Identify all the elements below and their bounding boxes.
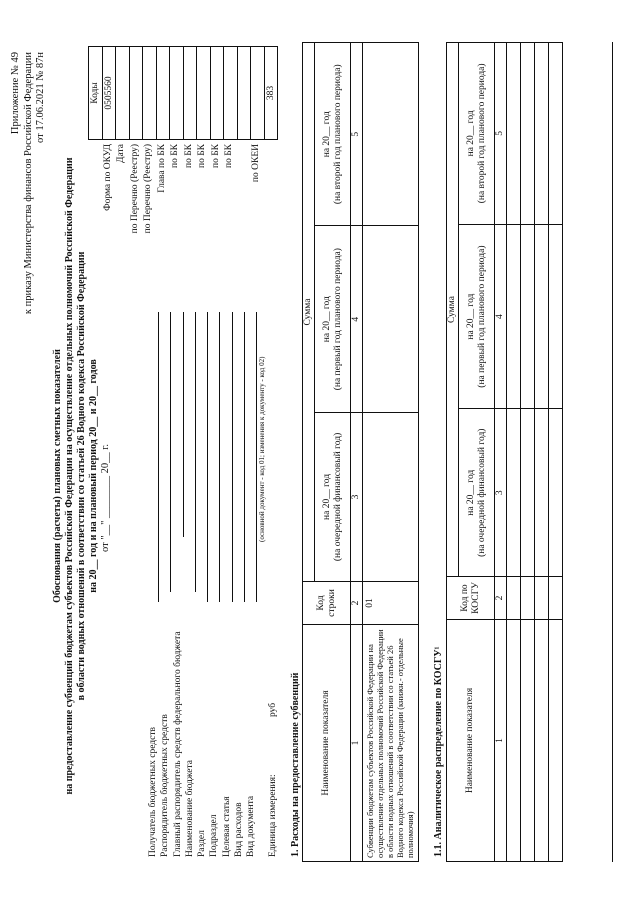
s11-empty-cell — [535, 43, 549, 225]
field-underline — [183, 312, 184, 537]
s11-col-number: 1 — [495, 620, 507, 862]
s11-empty-cell — [549, 43, 563, 225]
appendix-order: к приказу Министерства финансов Российской Федерации — [22, 52, 34, 315]
field-budget-name: Наименование бюджета — [184, 760, 195, 857]
s1-header-name: Наименование показателя — [303, 625, 351, 862]
field-manager: Распорядитель бюджетных средств — [160, 714, 171, 857]
s11-col-number: 3 — [495, 409, 507, 577]
codes-label-spacer — [237, 144, 251, 302]
codes-label: по БК — [197, 144, 207, 169]
codes-cell — [130, 47, 144, 139]
s11-col-number: 5 — [495, 43, 507, 225]
title-line-4: на 20__ год и на плановый период 20__ и 20__ годов — [88, 359, 99, 593]
s1-row-code: 01 — [363, 582, 419, 625]
codes-label: по БК — [210, 144, 221, 169]
field-underline — [232, 312, 233, 602]
s11-empty-cell — [535, 620, 549, 862]
field-underline — [207, 312, 208, 602]
title-line-1: Обоснования (расчеты) плановых сметных показателей — [52, 349, 63, 603]
codes-label: по БК — [183, 144, 194, 169]
date-line: от "__" ________ 20__ г. — [100, 443, 111, 552]
appendix-date: от 17.06.2021 № 87н — [35, 52, 46, 143]
s11-empty-cell — [507, 43, 521, 225]
appendix-block — [10, 52, 48, 314]
s11-year2-note: (на второй год планового периода) — [476, 63, 487, 204]
header-fields — [147, 631, 258, 857]
codes-table — [88, 46, 278, 140]
field-doc-type: Вид документа — [246, 795, 257, 857]
s1-header-year0 — [315, 412, 351, 581]
s11-empty-cell — [507, 409, 521, 577]
field-section: Раздел — [197, 830, 208, 857]
s1-col-number: 3 — [351, 412, 363, 581]
s11-empty-cell — [521, 620, 535, 862]
codes-cell — [116, 47, 130, 139]
section11-title: 1.1. Аналитическое распределение по КОСГУ¹ — [433, 646, 444, 857]
s1-header-sums: Сумма — [303, 43, 315, 582]
codes-label: по БК — [224, 144, 234, 169]
s11-header-year0 — [459, 409, 495, 577]
codes-cell — [224, 47, 238, 139]
s11-header-name: Наименование показателя — [447, 620, 495, 862]
s11-empty-cell — [521, 409, 535, 577]
frame-line — [612, 42, 613, 862]
s1-year0-label: на 20__ год — [321, 473, 332, 520]
codes-label: Глава по БК — [156, 144, 167, 193]
s11-empty-cell — [549, 224, 563, 409]
s1-year0-note: (на очередной финансовый год) — [332, 432, 343, 562]
s11-empty-cell — [535, 409, 549, 577]
s11-empty-cell — [535, 577, 549, 620]
section11-table — [446, 42, 563, 862]
doc-type-note: (основной документ - код 01; изменения к документу - код 02) — [258, 356, 266, 542]
s11-empty-cell — [507, 577, 521, 620]
unit-label: Единица измерения: — [268, 774, 278, 857]
codes-label: по Перечню (Реестру) — [129, 144, 140, 234]
s11-empty-cell — [507, 620, 521, 862]
s1-col-number: 4 — [351, 226, 363, 412]
field-underline — [158, 312, 159, 602]
appendix-number: Приложение № 49 — [10, 52, 21, 135]
codes-cell — [197, 47, 211, 139]
codes-label: Форма по ОКУД — [102, 144, 113, 211]
codes-cell — [251, 47, 265, 139]
codes-label: по БК — [170, 144, 180, 169]
field-chief-manager: Главный распорядитель средств федерального бюджета — [172, 631, 183, 857]
s1-year2-note: (на второй год планового периода) — [332, 64, 343, 205]
codes-label: по Перечню (Реестру) — [143, 144, 153, 234]
s11-empty-cell — [535, 224, 549, 409]
field-recipient: Получатель бюджетных средств — [148, 727, 158, 857]
codes-header: Коды — [89, 47, 103, 139]
s11-year1-label: на 20__ год — [465, 293, 476, 340]
s11-col-number: 2 — [495, 577, 507, 620]
s11-col-number: 4 — [495, 224, 507, 409]
s1-year1-note: (на первый год планового периода) — [332, 248, 343, 391]
s1-header-year2 — [315, 43, 351, 226]
field-underline — [219, 312, 220, 602]
s11-empty-cell — [549, 409, 563, 577]
codes-label: по ОКЕИ — [251, 144, 261, 183]
s11-year2-label: на 20__ год — [465, 110, 476, 157]
field-underline — [256, 312, 257, 602]
codes-cell — [170, 47, 184, 139]
codes-cell — [238, 47, 252, 139]
s1-col-number: 5 — [351, 43, 363, 226]
s1-row-value — [363, 226, 419, 412]
s11-empty-cell — [507, 224, 521, 409]
field-underline — [195, 312, 196, 592]
codes-labels — [88, 144, 264, 302]
s11-empty-cell — [521, 43, 535, 225]
s11-year0-label: на 20__ год — [465, 469, 476, 516]
field-subsection: Подраздел — [209, 814, 220, 857]
s1-row-name: Субвенции бюджетам субъектов Российской Федерации на осуществление отдельных полномочий Российской Федерации в области водных отношений в соответствии со статьей 26 Водного кодекса Российской Федерации (книжн.- отдельные полномочия) — [363, 625, 419, 862]
unit-value: руб — [268, 702, 278, 717]
s11-empty-cell — [549, 620, 563, 862]
s1-row-value — [363, 43, 419, 226]
s1-row-value — [363, 412, 419, 581]
s11-empty-cell — [521, 577, 535, 620]
field-underline — [170, 312, 171, 592]
s1-col-number: 1 — [351, 625, 363, 862]
codes-label-spacer — [88, 144, 102, 302]
codes-cell — [157, 47, 171, 139]
field-expense-type: Вид расходов — [234, 802, 245, 857]
s1-header-code: Код строки — [303, 582, 351, 625]
s11-header-sums: Сумма — [447, 43, 459, 577]
s11-empty-cell — [521, 224, 535, 409]
s1-header-year1 — [315, 226, 351, 412]
codes-label: Дата — [116, 144, 126, 163]
s11-year0-note: (на очередной финансовый год) — [476, 428, 487, 557]
s1-year1-label: на 20__ год — [321, 296, 332, 343]
codes-cell — [184, 47, 198, 139]
section1-table — [302, 42, 419, 862]
s11-header-year2 — [459, 43, 495, 225]
field-target-article: Целевая статья — [221, 796, 232, 857]
codes-cell — [143, 47, 157, 139]
s1-year2-label: на 20__ год — [321, 111, 332, 158]
section1-title: 1. Расходы на предоставление субвенций — [290, 672, 301, 857]
title-line-2: на предоставление субвенций бюджетам субъектов Российской Федерации на осуществление отдельных полномочий Российской Федерации — [64, 157, 75, 795]
codes-form-code: 0505560 — [103, 47, 117, 139]
codes-cell — [211, 47, 225, 139]
title-line-3: в области водных отношений в соответствии со статьей 26 Водного кодекса Российской Федерации — [76, 251, 87, 701]
codes-okei-code: 383 — [265, 85, 276, 101]
field-underline — [244, 312, 245, 602]
s11-header-kosgu: Код по КОСГУ — [447, 577, 495, 620]
s11-header-year1 — [459, 224, 495, 409]
s11-empty-cell — [549, 577, 563, 620]
s11-year1-note: (на первый год планового периода) — [476, 245, 487, 388]
s1-col-number: 2 — [351, 582, 363, 625]
